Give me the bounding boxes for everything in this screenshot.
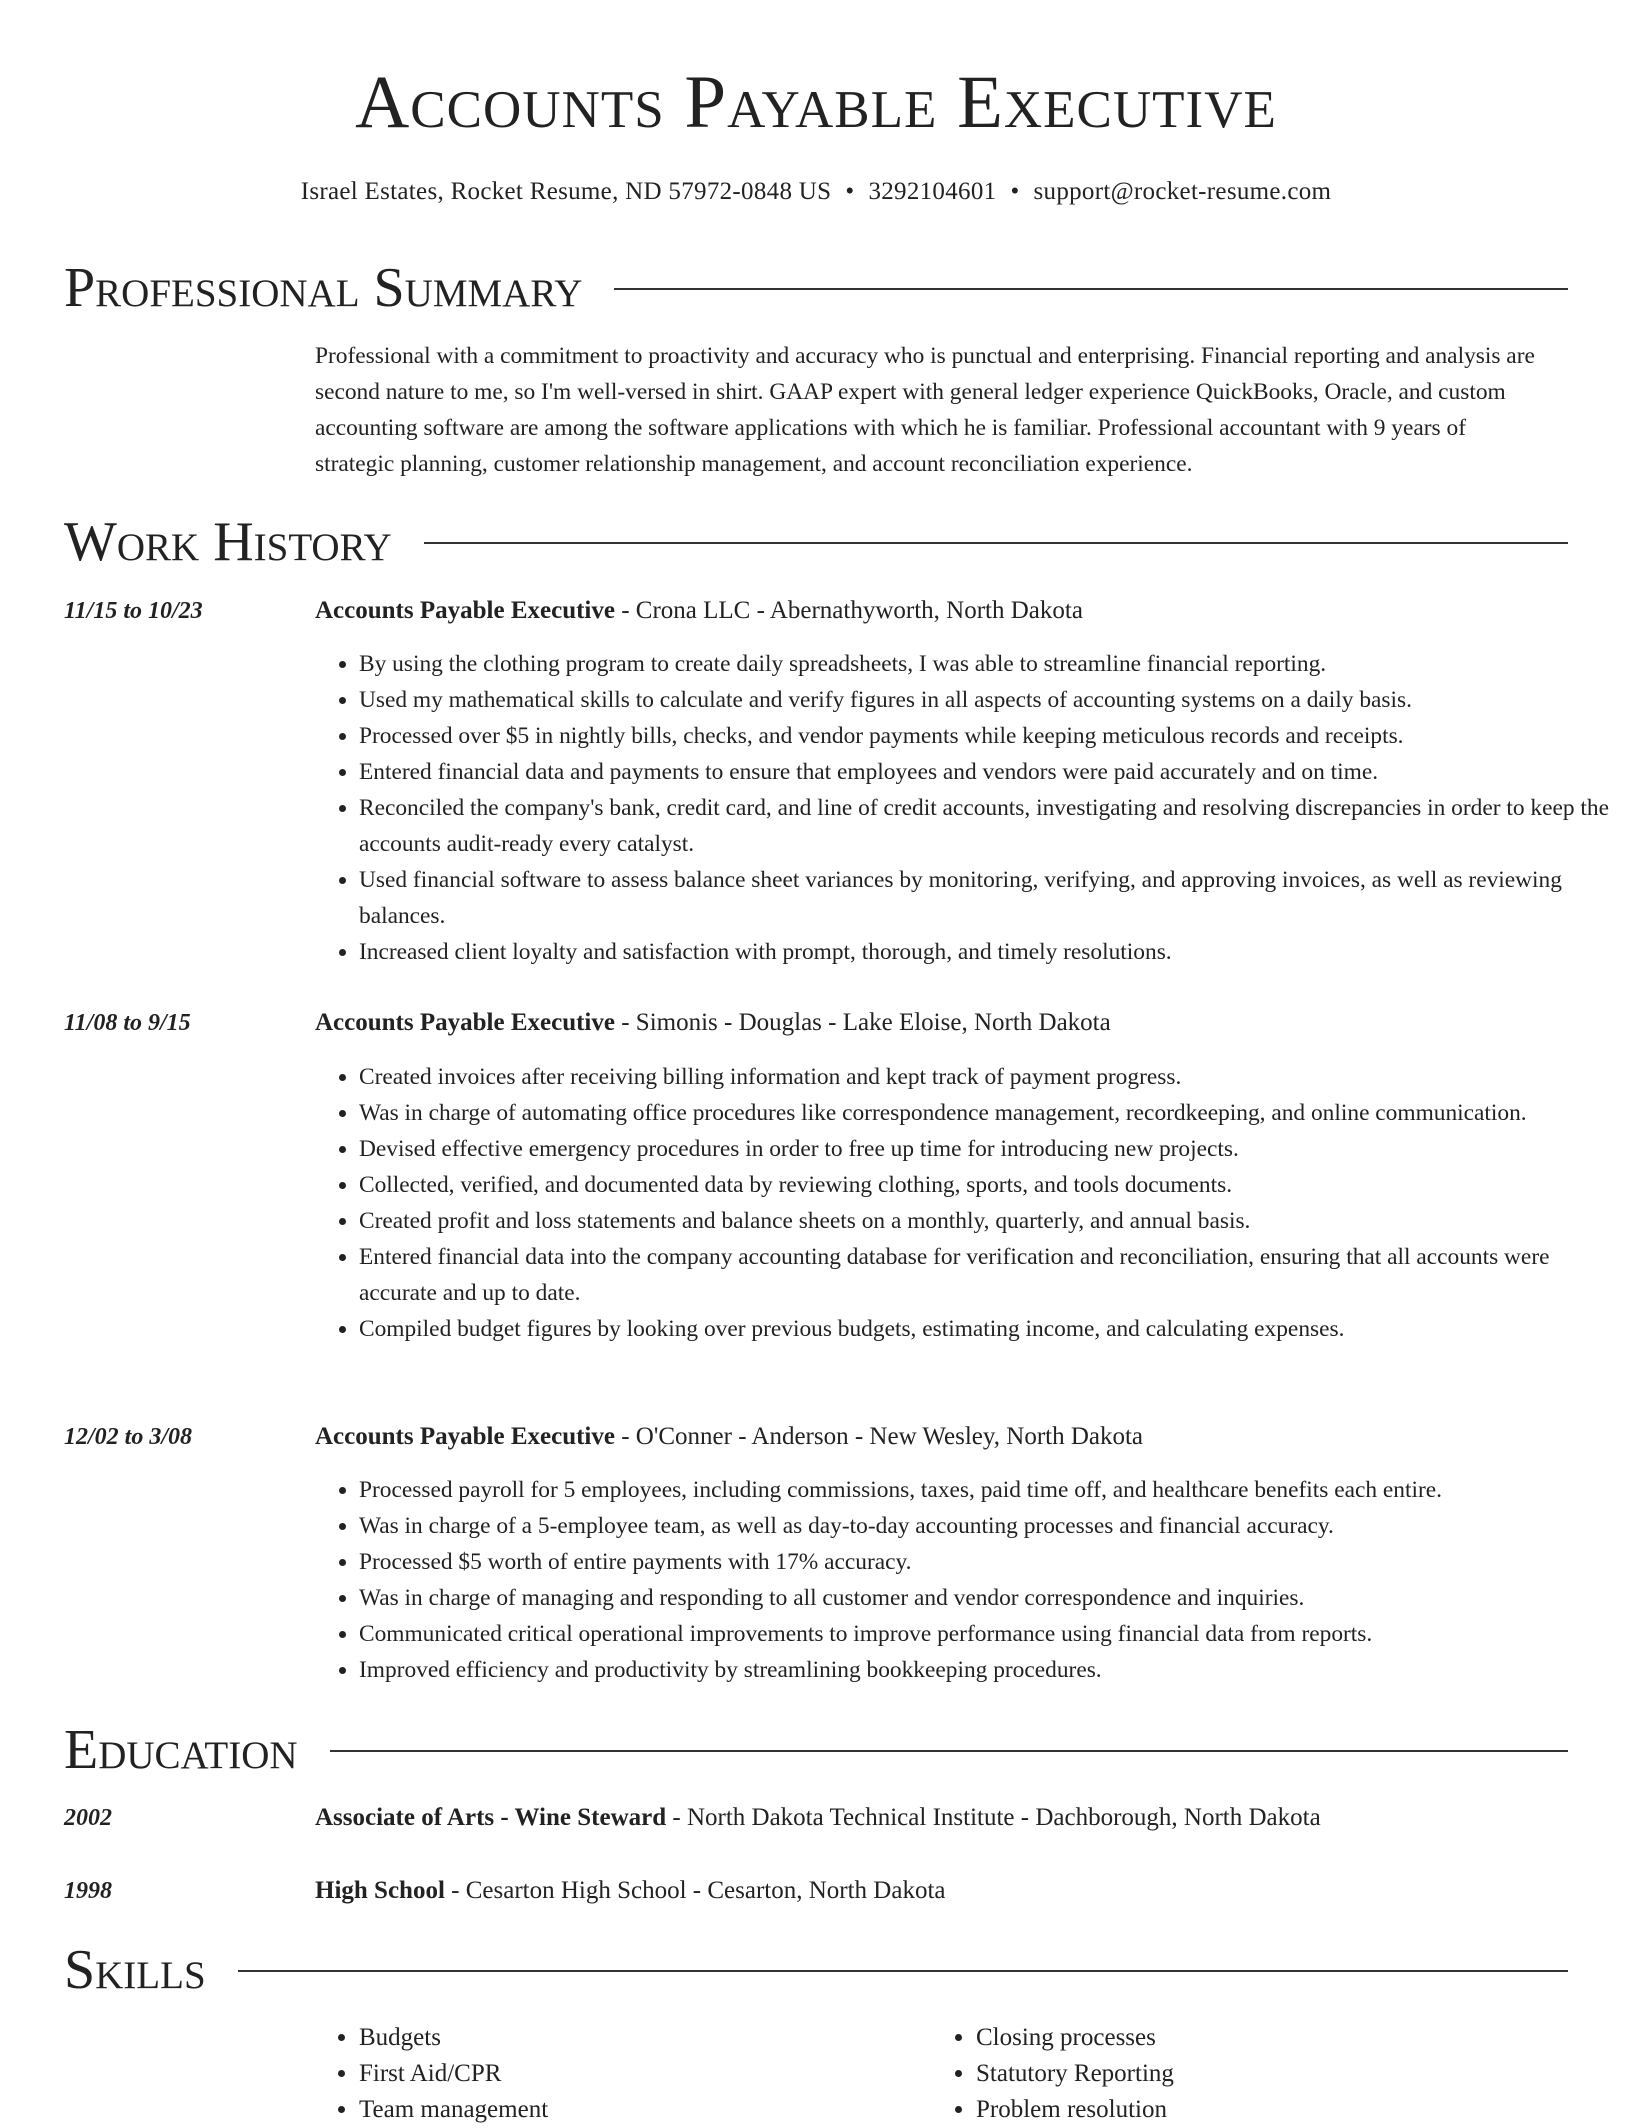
- contact-line: [0, 176, 1632, 208]
- contact-address: Israel Estates, Rocket Resume, ND 57972-0848 US: [300, 178, 832, 205]
- section-divider: [424, 542, 1568, 544]
- job-bullet: • Entered financial data and payments to ensure that employees and vendors were paid accurately and on time.: [359, 754, 1609, 790]
- job-dates: 11/08 to 9/15: [64, 1010, 191, 1036]
- education-degree: High School: [315, 1877, 445, 1904]
- job-title: Accounts Payable Executive: [315, 1009, 615, 1036]
- resume-name: Accounts Payable Executive: [355, 61, 1277, 144]
- job-bullet: • Was in charge of a 5-employee team, as well as day-to-day accounting processes and financial accuracy.: [359, 1508, 1609, 1544]
- job-bullet: • Used my mathematical skills to calculate and verify figures in all aspects of accounting systems on a daily basis.: [359, 682, 1609, 718]
- contact-separator: •: [845, 178, 855, 205]
- job-bullet: • Compiled budget figures by looking over previous budgets, estimating income, and calculating expenses.: [359, 1311, 1609, 1347]
- education-section-title: Education: [64, 1719, 298, 1781]
- job-heading: [315, 594, 1565, 628]
- skill-item: • First Aid/CPR: [359, 2056, 919, 2092]
- contact-email: support@rocket-resume.com: [1033, 178, 1332, 205]
- job-bullet: • Increased client loyalty and satisfaction with prompt, thorough, and timely resolutions.: [359, 934, 1609, 970]
- job-bullets: [315, 1059, 1609, 1347]
- job-bullet: • Collected, verified, and documented data by reviewing clothing, sports, and tools documents.: [359, 1167, 1609, 1203]
- job-bullet: • Processed payroll for 5 employees, including commissions, taxes, paid time off, and healthcare benefits each entire.: [359, 1472, 1609, 1508]
- skills-section-title: Skills: [64, 1939, 206, 2001]
- skill-item: • Budgets: [359, 2020, 919, 2056]
- job-bullet: • Entered financial data into the company accounting database for verification and reconciliation, ensuring that all accounts were accurate and up to date.: [359, 1239, 1609, 1311]
- job-bullet: • Created invoices after receiving billing information and kept track of payment progress.: [359, 1059, 1609, 1095]
- job-bullet: • Was in charge of managing and responding to all customer and vendor correspondence and inquiries.: [359, 1580, 1609, 1616]
- education-heading: [315, 1801, 1565, 1835]
- education-details: - Cesarton High School - Cesarton, North Dakota: [444, 1877, 946, 1904]
- job-bullets: [315, 1472, 1609, 1688]
- job-bullet: • Created profit and loss statements and balance sheets on a monthly, quarterly, and annual basis.: [359, 1203, 1609, 1239]
- job-dates: 12/02 to 3/08: [64, 1424, 193, 1450]
- job-bullet: • By using the clothing program to create daily spreadsheets, I was able to streamline financial reporting.: [359, 646, 1609, 682]
- skill-item: • Statutory Reporting: [976, 2056, 1536, 2092]
- job-details: - Simonis - Douglas - Lake Eloise, North Dakota: [614, 1009, 1111, 1036]
- work-section-header: [64, 510, 1568, 574]
- job-bullet: • Reconciled the company's bank, credit card, and line of credit accounts, investigating and resolving discrepancies in order to keep the accounts audit-ready every catalyst.: [359, 790, 1609, 862]
- skill-item: • Team management: [359, 2092, 919, 2128]
- job-details: - O'Conner - Anderson - New Wesley, North Dakota: [614, 1423, 1144, 1450]
- contact-phone: 3292104601: [868, 178, 997, 205]
- job-bullet: • Devised effective emergency procedures in order to free up time for introducing new projects.: [359, 1131, 1609, 1167]
- section-divider: [614, 288, 1568, 290]
- summary-section-title: Professional Summary: [64, 257, 583, 319]
- job-bullet: • Processed $5 worth of entire payments with 17% accuracy.: [359, 1544, 1609, 1580]
- education-degree: Associate of Arts - Wine Steward: [315, 1804, 667, 1831]
- section-divider: [238, 1970, 1568, 1972]
- education-year: 2002: [64, 1805, 112, 1831]
- job-details: - Crona LLC - Abernathyworth, North Dakota: [614, 597, 1083, 624]
- job-title: Accounts Payable Executive: [315, 597, 615, 624]
- job-bullets: [315, 646, 1609, 970]
- education-year: 1998: [64, 1878, 112, 1904]
- section-divider: [330, 1750, 1568, 1752]
- job-title: Accounts Payable Executive: [315, 1423, 615, 1450]
- job-bullet: • Processed over $5 in nightly bills, checks, and vendor payments while keeping meticulous records and receipts.: [359, 718, 1609, 754]
- summary-section-header: [64, 256, 1568, 320]
- job-bullet: • Improved efficiency and productivity by streamlining bookkeeping procedures.: [359, 1652, 1609, 1688]
- job-bullet: • Used financial software to assess balance sheet variances by monitoring, verifying, and approving invoices, as well as reviewing balances.: [359, 862, 1609, 934]
- summary-text: Professional with a commitment to proactivity and accuracy who is punctual and enterprising. Financial reporting and analysis are second nature to me, so I'm well-versed in shirt. GAAP expert with general ledger experience QuickBooks, Oracle, and custom accounting software are among the software applications with which he is familiar. Professional accountant with 9 years of strategic planning, customer relationship management, and account reconciliation experience.: [315, 343, 1535, 477]
- job-dates: 11/15 to 10/23: [64, 598, 203, 624]
- education-heading: [315, 1874, 1565, 1908]
- job-heading: [315, 1006, 1565, 1040]
- education-section-header: [64, 1718, 1568, 1782]
- job-heading: [315, 1420, 1565, 1454]
- skill-item: • Problem resolution: [976, 2092, 1536, 2128]
- job-bullet: • Communicated critical operational improvements to improve performance using financial data from reports.: [359, 1616, 1609, 1652]
- contact-separator: •: [1010, 178, 1020, 205]
- work-section-title: Work History: [64, 511, 392, 573]
- job-bullet: • Was in charge of automating office procedures like correspondence management, recordkeeping, and online communication.: [359, 1095, 1609, 1131]
- education-details: - North Dakota Technical Institute - Dachborough, North Dakota: [666, 1804, 1321, 1831]
- skills-section-header: [64, 1938, 1568, 2002]
- skill-item: • Closing processes: [976, 2020, 1536, 2056]
